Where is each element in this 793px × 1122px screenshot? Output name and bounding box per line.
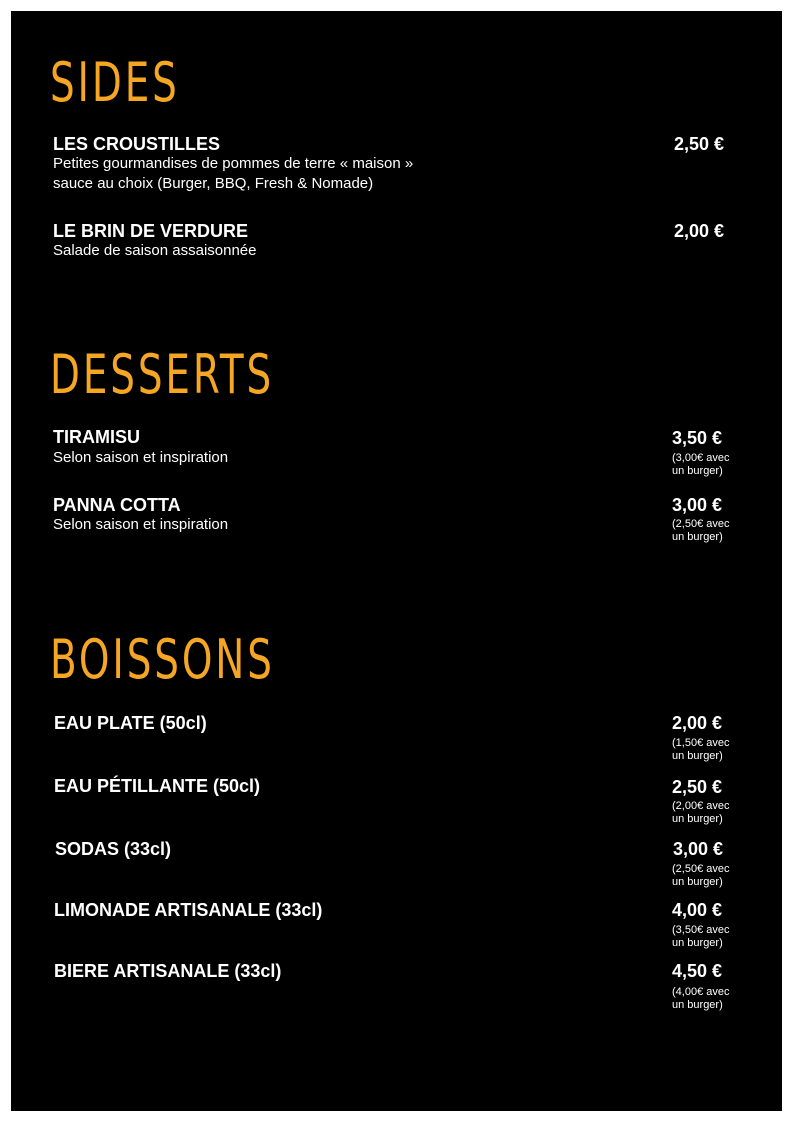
item-note-eau-plate-line2: un burger): [672, 750, 723, 762]
item-price-panna-cotta: 3,00 €: [672, 495, 723, 515]
item-name-biere: BIERE ARTISANALE (33cl): [54, 961, 282, 981]
item-note-panna-cotta: [672, 518, 752, 544]
item-name-tiramisu: TIRAMISU: [53, 427, 140, 447]
item-desc-croustilles-line1: Petites gourmandises de pommes de terre « maison »: [53, 155, 414, 172]
item-note-eau-petillante-line2: un burger): [672, 813, 723, 825]
item-price-eau-petillante: 2,50 €: [672, 777, 723, 797]
item-note-biere: [672, 986, 752, 1012]
item-note-eau-petillante-line1: (2,00€ avec: [672, 800, 730, 812]
section-title-desserts: DESSERTS: [50, 343, 275, 406]
item-price-brin-de-verdure: 2,00 €: [674, 221, 725, 241]
section-title-boissons: BOISSONS: [50, 628, 275, 691]
item-price-limonade: 4,00 €: [672, 900, 723, 920]
item-price-biere: 4,50 €: [672, 961, 723, 981]
item-desc-tiramisu: Selon saison et inspiration: [53, 449, 229, 466]
item-note-eau-plate-line1: (1,50€ avec: [672, 737, 730, 749]
item-note-sodas-line2: un burger): [672, 876, 723, 888]
item-note-sodas: [672, 863, 752, 889]
item-price-eau-plate: 2,00 €: [672, 713, 723, 733]
item-note-sodas-line1: (2,50€ avec: [672, 863, 730, 875]
section-title-sides: SIDES: [50, 51, 180, 114]
item-name-limonade: LIMONADE ARTISANALE (33cl): [54, 900, 323, 920]
item-note-tiramisu: [672, 452, 752, 478]
item-name-croustilles: LES CROUSTILLES: [53, 134, 221, 154]
item-note-limonade: [672, 924, 752, 950]
item-note-panna-cotta-line1: (2,50€ avec: [672, 518, 730, 530]
item-name-eau-petillante: EAU PÉTILLANTE (50cl): [54, 776, 261, 796]
item-note-limonade-line2: un burger): [672, 937, 723, 949]
item-note-tiramisu-line2: un burger): [672, 465, 723, 477]
item-desc-croustilles-line2: sauce au choix (Burger, BBQ, Fresh & Nomade): [53, 175, 374, 192]
item-note-panna-cotta-line2: un burger): [672, 531, 723, 543]
item-desc-brin-de-verdure: Salade de saison assaisonnée: [53, 242, 257, 259]
item-name-sodas: SODAS (33cl): [55, 839, 172, 859]
item-price-tiramisu: 3,50 €: [672, 428, 723, 448]
item-price-croustilles: 2,50 €: [674, 134, 725, 154]
item-name-panna-cotta: PANNA COTTA: [53, 495, 181, 515]
item-note-biere-line1: (4,00€ avec: [672, 986, 730, 998]
item-note-eau-petillante: [672, 800, 752, 826]
item-price-sodas: 3,00 €: [673, 839, 724, 859]
item-name-eau-plate: EAU PLATE (50cl): [54, 713, 207, 733]
item-name-brin-de-verdure: LE BRIN DE VERDURE: [53, 221, 249, 241]
item-note-eau-plate: [672, 737, 752, 763]
item-note-biere-line2: un burger): [672, 999, 723, 1011]
item-desc-panna-cotta: Selon saison et inspiration: [53, 516, 229, 533]
item-note-tiramisu-line1: (3,00€ avec: [672, 452, 730, 464]
item-note-limonade-line1: (3,50€ avec: [672, 924, 730, 936]
